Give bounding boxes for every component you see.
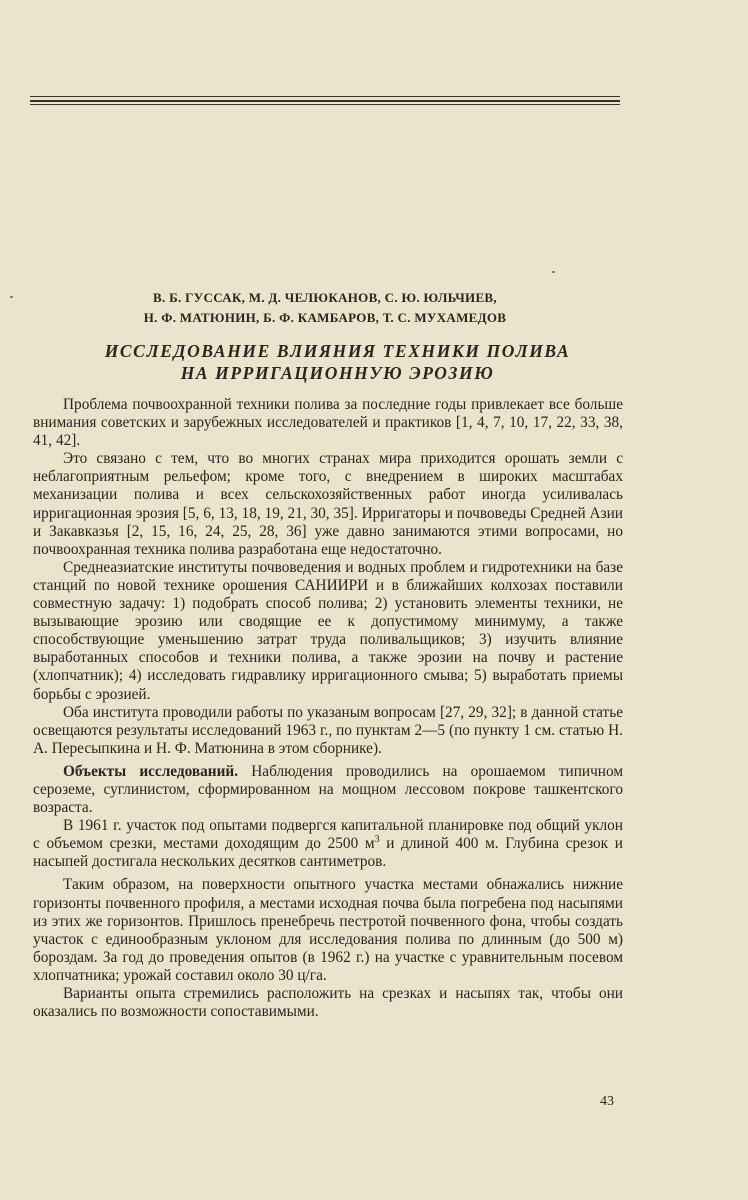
title-line-2: НА ИРРИГАЦИОННУЮ ЭРОЗИЮ [180, 363, 495, 383]
authors-line-1: В. Б. ГУССАК, М. Д. ЧЕЛЮКАНОВ, С. Ю. ЮЛЬЧИЕВ, [153, 290, 497, 305]
section-heading-objects: Объекты исследований. [63, 762, 239, 780]
speck [552, 271, 555, 273]
paragraph-6-text-b: и длиной 400 м. Глубина срезок и насыпей достигала нескольких десятков сантиметров. [33, 835, 623, 871]
paragraph-3: Среднеазиатские институты почвоведения и водных проблем и гидротехники на базе станций по новой технике орошения САНИИРИ и в ближайших колхозах поставили совместную задачу: 1) подобрать способ полива; 2) установить элементы техники, не вызывающие эрозию или сводящие ее к допустимому минимуму, а также способствующие уменьшению затрат труда поливальщиков; 3) изучить влияние выработанных способов и техники полива, а также эрозии на почву и растение (хлопчатник); 4) исследовать гидравлику ирригационного смыва; 5) выработать приемы борьбы с эрозией. [33, 558, 623, 703]
paragraph-5-text: Наблюдения проводились на орошаемом типичном сероземе, суглинистом, сформированном на мощном лессовом покрове ташкентского возраста. [33, 762, 623, 817]
paragraph-7: Таким образом, на поверхности опытного участка местами обнажались нижние горизонты почвенного профиля, а местами исходная почва была погребена под насыпями из этих же горизонтов. Пришлось пренебречь пестротой почвенного фона, чтобы создать участок с единообразным уклоном для исследования полива по длинным (до 500 м) бороздам. За год до проведения опытов (в 1962 г.) на участке с уравнительным посевом хлопчатника; урожай составил около 30 ц/га. [33, 876, 623, 984]
paragraph-6-text-a: В 1961 г. участок под опытами подвергся капитальной планировке под общий уклон с объемом срезки, местами доходящим до 2500 м [33, 817, 623, 853]
authors-line-2: Н. Ф. МАТЮНИН, Б. Ф. КАМБАРОВ, Т. С. МУХАМЕДОВ [143, 310, 507, 325]
paragraph-8: Варианты опыта стремились расположить на срезках и насыпях так, чтобы они оказались по возможности сопоставимыми. [33, 985, 623, 1021]
header-rule-middle [30, 100, 620, 102]
superscript: 3 [374, 834, 380, 846]
speck [10, 296, 13, 298]
paragraph-6 [33, 817, 623, 871]
title-line-1: ИССЛЕДОВАНИЕ ВЛИЯНИЯ ТЕХНИКИ ПОЛИВА [104, 341, 571, 361]
header-rule-top [30, 96, 620, 97]
paragraph-4: Оба института проводили работы по указаным вопросам [27, 29, 32]; в данной статье освещаются результаты исследований 1963 г., по пунктам 2—5 (по пункту 1 см. статью Н. А. Пересыпкина и Н. Ф. Матюнина в этом сборнике). [33, 703, 623, 757]
authors [60, 288, 590, 328]
paragraph-1: Проблема почвоохранной техники полива за последние годы привлекает все больше внимания советских и зарубежных исследователей и практиков [1, 4, 7, 10, 17, 22, 33, 38, 41, 42]. [33, 396, 623, 450]
article-title [60, 340, 615, 384]
paragraph-2: Это связано с тем, что во многих странах мира приходится орошать земли с неблагоприятным рельефом; кроме того, с внедрением в широких масштабах механизации полива и всех сельскохозяйственных работ иногда усиливалась ирригационная эрозия [5, 6, 13, 18, 19, 21, 30, 35]. Ирригаторы и почвоведы Средней Азии и Закавказья [2, 15, 16, 24, 25, 28, 36] уже давно занимаются этими вопросами, но почвоохранная техника полива разработана еще недостаточно. [33, 450, 623, 558]
paragraph-5 [33, 763, 623, 817]
article-body [33, 396, 623, 1021]
header-rule-bottom [30, 104, 620, 105]
page-number: 43 [600, 1094, 614, 1109]
